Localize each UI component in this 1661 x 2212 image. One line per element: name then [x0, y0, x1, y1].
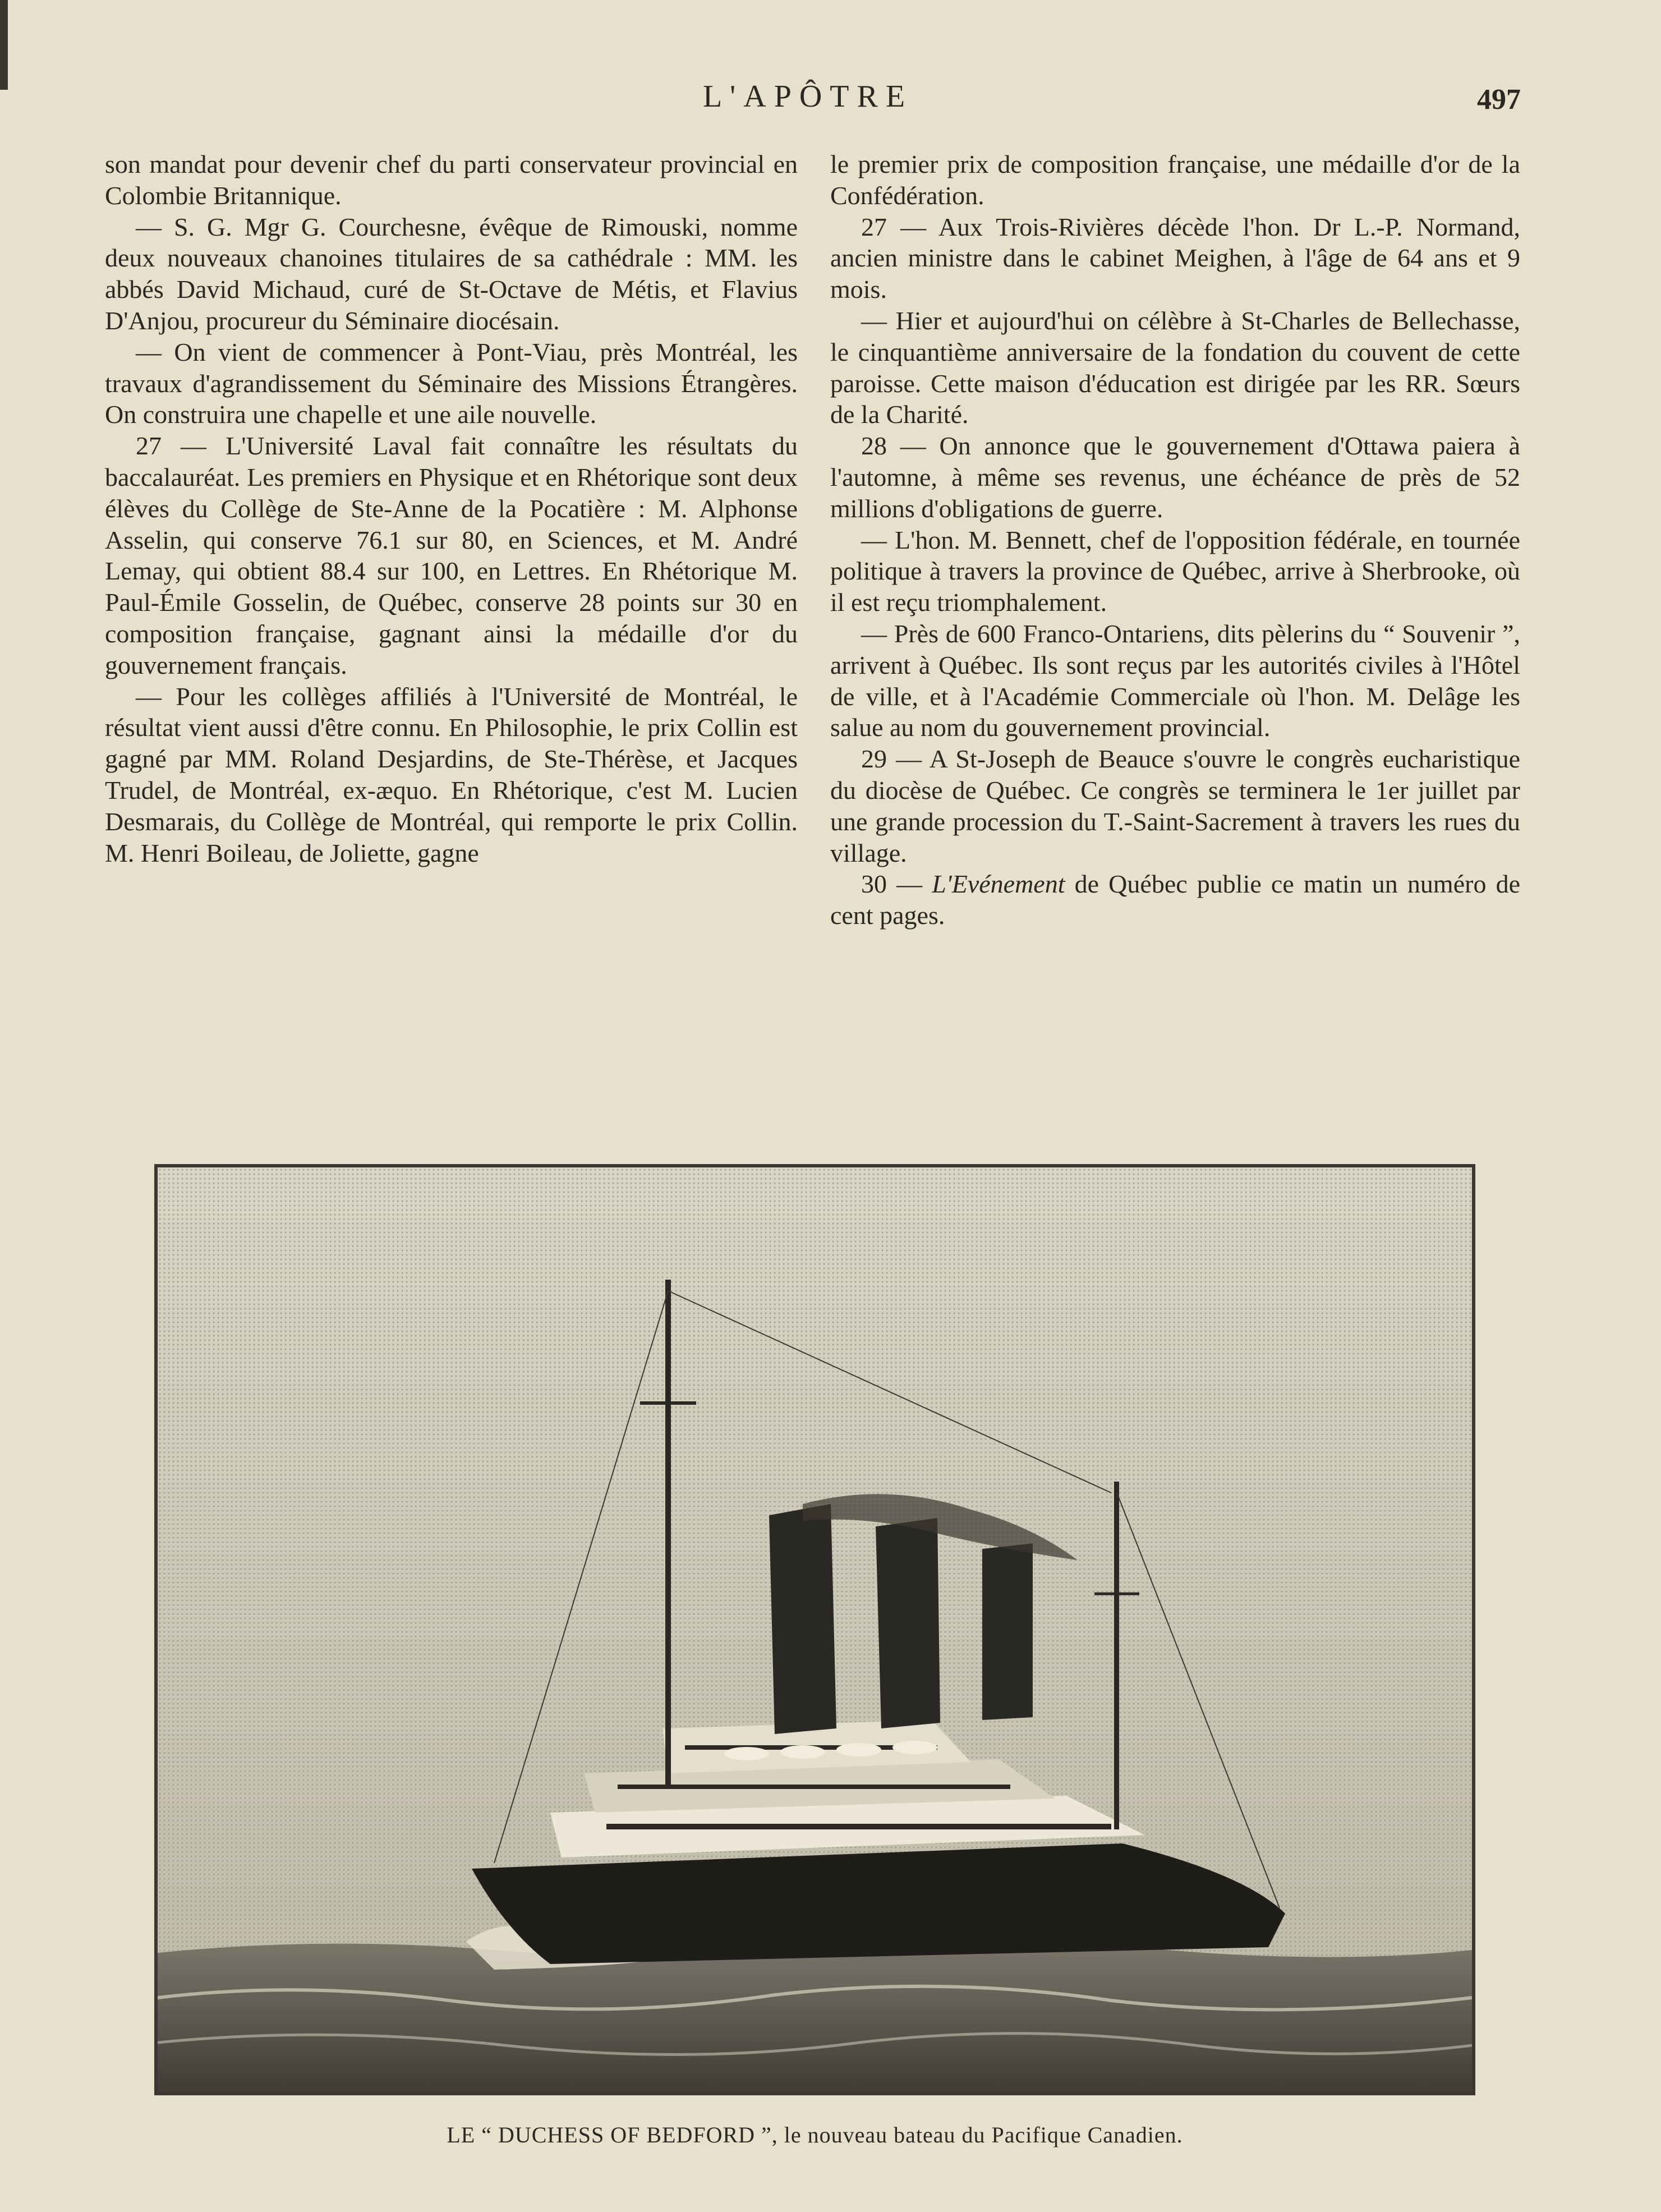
paragraph: — L'hon. M. Bennett, chef de l'opposition fédérale, en tournée politique à travers la province de Québec, arrive à Sherbrooke, où il est reçu triomphalement.	[830, 525, 1520, 617]
paragraph: 27 — L'Université Laval fait connaître les résultats du baccalauréat. Les premiers en Physique et en Rhétorique sont deux élèves du Collège de Ste-Anne de la Pocatière : M. Alphonse Asselin, qui conserve 76.1 sur 80, en Sciences, et M. André Lemay, qui obtient 88.4 sur 100, en Lettres. En Rhétorique M. Paul-Émile Gosselin, de Québec, conserve 28 points sur 30 en composition française, gagnant ainsi la médaille d'or du gouvernement français.	[105, 431, 798, 679]
right-column	[830, 149, 1520, 931]
running-title: L'APÔTRE	[702, 79, 913, 114]
paragraph: le premier prix de composition française, une médaille d'or de la Confédération.	[830, 150, 1520, 210]
paragraph: — Pour les collèges affiliés à l'Université de Montréal, le résultat vient aussi d'être connu. En Philosophie, le prix Collin est gagné par MM. Roland Desjardins, de Ste-Thérèse, et Jacques Trudel, de Montréal, ex-æquo. En Rhétorique, c'est M. Lucien Desmarais, du Collège de Montréal, qui remporte le prix Collin. M. Henri Boileau, de Joliette, gagne	[105, 682, 798, 867]
paragraph	[830, 868, 1520, 931]
paragraph: 29 — A St-Joseph de Beauce s'ouvre le congrès eucharistique du diocèse de Québec. Ce congrès se terminera le 1er juillet par une grande procession du T.-Saint-Sacrement à travers les rues du village.	[830, 744, 1520, 867]
ship-illustration	[158, 1167, 1472, 2092]
left-column	[105, 149, 798, 868]
paragraph-prefix: 30 —	[861, 870, 932, 899]
paragraph: son mandat pour devenir chef du parti conservateur provincial en Colombie Britannique.	[105, 150, 798, 210]
page-number: 497	[1477, 84, 1521, 116]
paragraph: — On vient de commencer à Pont-Viau, près Montréal, les travaux d'agrandissement du Séminaire des Missions Étrangères. On construira une chapelle et une aile nouvelle.	[105, 337, 798, 429]
figure-caption: LE “ DUCHESS OF BEDFORD ”, le nouveau bateau du Pacifique Canadien.	[447, 2122, 1183, 2147]
paragraph: 27 — Aux Trois-Rivières décède l'hon. Dr L.-P. Normand, ancien ministre dans le cabinet Meighen, à l'âge de 64 ans et 9 mois.	[830, 212, 1520, 304]
paragraph: — Près de 600 Franco-Ontariens, dits pèlerins du “ Souvenir ”, arrivent à Québec. Ils sont reçus par les autorités civiles à l'Hôtel de ville, et à l'Académie Commerciale où l'hon. M. Delâge les salue au nom du gouvernement provincial.	[830, 619, 1520, 742]
paragraph: — S. G. Mgr G. Courchesne, évêque de Rimouski, nomme deux nouveaux chanoines titulaires de sa cathédrale : MM. les abbés David Michaud, curé de St-Octave de Métis, et Flavius D'Anjou, procureur du Séminaire diocésain.	[105, 212, 798, 335]
page-header	[0, 73, 1661, 123]
newspaper-title: L'Evénement	[932, 870, 1065, 899]
paragraph-text: de Québec publie ce matin un numéro de cent pages.	[830, 870, 1521, 930]
paragraph: 28 — On annonce que le gouvernement d'Ottawa paiera à l'automne, à même ses revenus, une échéance de près de 52 millions d'obligations de guerre.	[830, 431, 1520, 523]
paragraph: — Hier et aujourd'hui on célèbre à St-Charles de Bellechasse, le cinquantième anniversaire de la fondation du couvent de cette paroisse. Cette maison d'éducation est dirigée par les RR. Sœurs de la Charité.	[830, 306, 1520, 429]
ship-photograph	[154, 1164, 1475, 2095]
